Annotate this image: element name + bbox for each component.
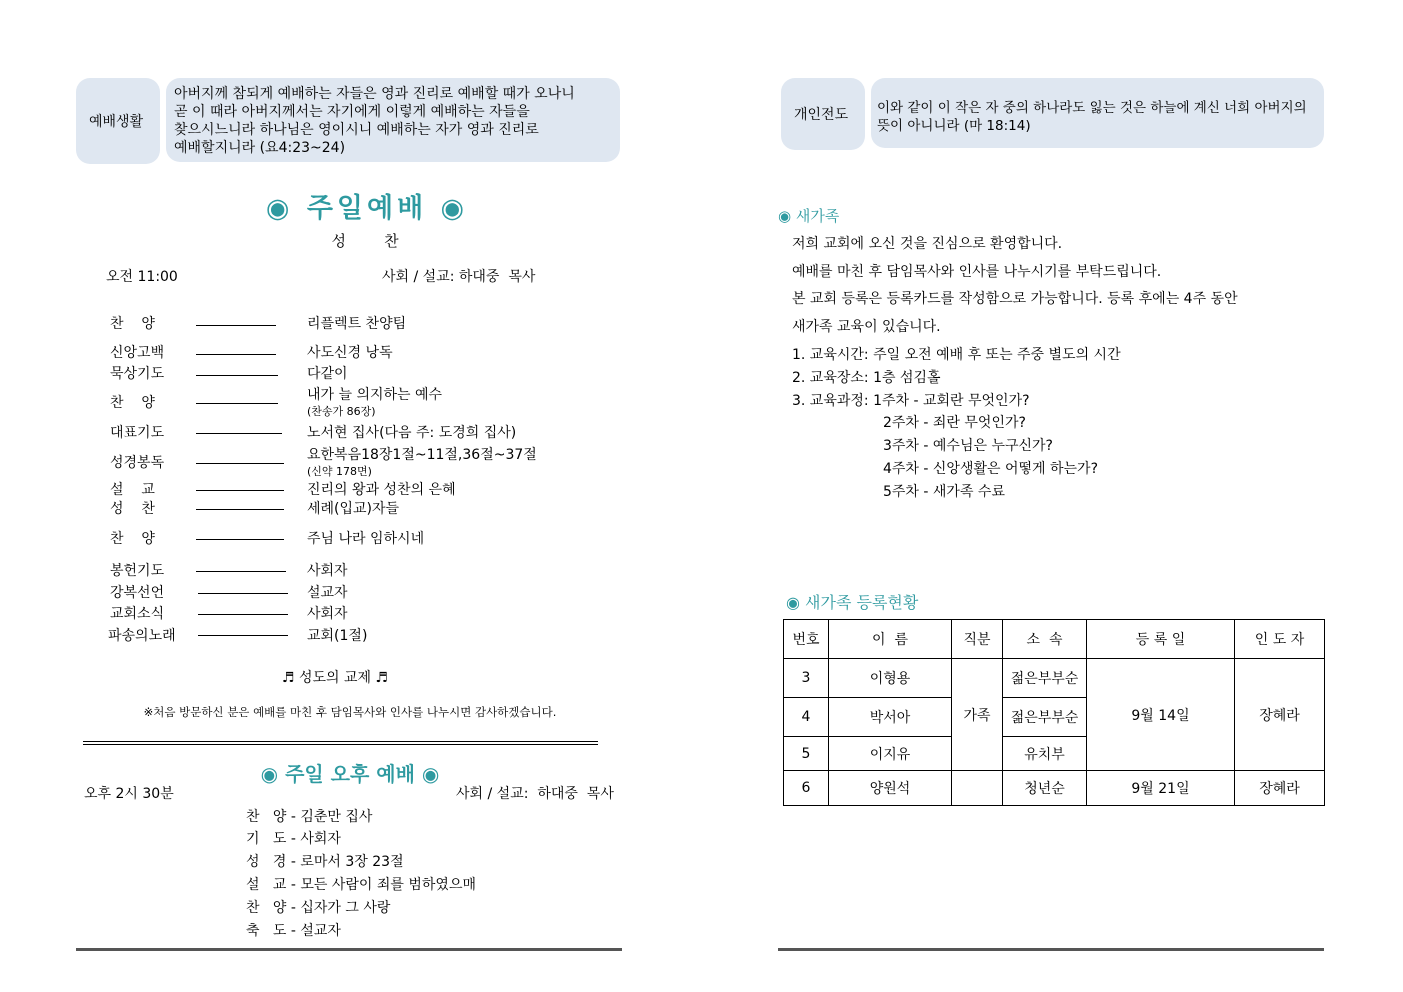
order-item: 강복선언: [110, 585, 165, 601]
order-desc: 교회(1절): [307, 628, 368, 644]
verse-line: 예배할지니라 (요4:23~24): [174, 140, 346, 156]
order-item: 봉헌기도: [110, 563, 165, 579]
order-dash: [196, 433, 282, 434]
order-item: 성 찬: [110, 501, 155, 517]
left-footer-rule: [76, 948, 622, 951]
evangelism-label-box: [781, 78, 865, 150]
order-dash: [196, 325, 276, 326]
afternoon-order-item: 축 도 - 설교자: [246, 923, 341, 939]
order-desc: 주님 나라 임하시네: [307, 531, 425, 547]
sunday-service-leader: 사회 / 설교: 하대중 목사: [382, 269, 536, 285]
order-dash: [198, 635, 288, 636]
order-desc: 진리의 왕과 성찬의 은혜: [307, 482, 456, 498]
verse-line: 곧 이 때라 아버지께서는 자기에게 이렇게 예배하는 자들을: [174, 104, 530, 120]
order-desc: 사회자: [307, 606, 348, 622]
cell-role: 가족: [952, 659, 1003, 771]
header-cell: 직분: [952, 620, 1003, 659]
order-desc: 내가 늘 의지하는 예수: [307, 387, 443, 403]
header-cell: 인 도 자: [1235, 620, 1325, 659]
afternoon-order-item: 기 도 - 사회자: [246, 831, 341, 847]
worship-verse-box: [166, 78, 620, 162]
cell-name: 이형용: [829, 659, 952, 698]
edu-line: 3. 교육과정: 1주차 - 교회란 무엇인가?: [792, 393, 1030, 409]
cell-leader: 장혜라: [1235, 659, 1325, 771]
verse-line: 뜻이 아니니라 (마 18:14): [877, 118, 1031, 134]
order-note: (신약 178면): [307, 465, 372, 478]
cell-no: 4: [784, 698, 829, 737]
welcome-line: 새가족 교육이 있습니다.: [792, 319, 941, 335]
evangelism-verse-box: [871, 78, 1324, 148]
double-rule: [83, 741, 598, 742]
order-dash: [196, 571, 286, 572]
cell-name: 이지유: [829, 737, 952, 771]
order-item: 찬 양: [110, 531, 155, 547]
cell-dept: 젊은부부순: [1003, 659, 1087, 698]
cell-dept: 유치부: [1003, 737, 1087, 771]
order-item: 교회소식: [110, 606, 165, 622]
right-footer-rule: [778, 948, 1324, 951]
registration-title: ◉ 새가족 등록현황: [786, 593, 919, 612]
verse-line: 찾으시느니라 하나님은 영이시니 예배하는 자가 영과 진리로: [174, 122, 539, 138]
order-desc: 사도신경 낭독: [307, 345, 393, 361]
afternoon-service-time: 오후 2시 30분: [84, 786, 174, 802]
edu-line: 5주차 - 새가족 수료: [883, 484, 1005, 500]
order-desc: 사회자: [307, 563, 348, 579]
cell-dept: 젊은부부순: [1003, 698, 1087, 737]
order-desc: 리플렉트 찬양팀: [307, 316, 407, 332]
edu-line: 1. 교육시간: 주일 오전 예배 후 또는 주중 별도의 시간: [792, 347, 1121, 363]
order-desc: 설교자: [307, 585, 348, 601]
sunday-service-time: 오전 11:00: [106, 269, 178, 285]
welcome-line: 예배를 마친 후 담임목사와 인사를 나누시기를 부탁드립니다.: [792, 264, 1162, 280]
cell-no: 3: [784, 659, 829, 698]
table-row: [784, 771, 1325, 806]
order-dash: [196, 490, 284, 491]
order-item: 성경봉독: [110, 455, 165, 471]
afternoon-service-title: ◉ 주일 오후 예배 ◉: [260, 762, 440, 786]
edu-line: 2주차 - 죄란 무엇인가?: [883, 415, 1026, 431]
afternoon-order-item: 성 경 - 로마서 3장 23절: [246, 854, 404, 870]
edu-line: 2. 교육장소: 1층 섬김홀: [792, 370, 941, 386]
worship-verse: [174, 85, 618, 157]
cell-date: 9월 14일: [1087, 659, 1235, 771]
edu-line: 4주차 - 신앙생활은 어떻게 하는가?: [883, 461, 1099, 477]
afternoon-order-item: 찬 양 - 십자가 그 사랑: [246, 900, 391, 916]
order-desc: 요한복음18장1절~11절,36절~37절: [307, 447, 537, 463]
evangelism-label: 개인전도: [794, 107, 849, 123]
verse-line: 이와 같이 이 작은 자 중의 하나라도 잃는 것은 하늘에 계신 너희 아버지의: [877, 100, 1307, 116]
order-item: 대표기도: [110, 425, 165, 441]
order-desc: 세례(입교)자들: [307, 501, 400, 517]
header-cell: 이 름: [829, 620, 952, 659]
afternoon-order-item: 찬 양 - 김춘만 집사: [246, 809, 373, 825]
order-desc: 노서현 집사(다음 주: 도경희 집사): [307, 425, 517, 441]
worship-label: 예배생활: [89, 114, 144, 130]
cell-dept: 청년순: [1003, 771, 1087, 806]
cell-leader: 장혜라: [1235, 771, 1325, 806]
cell-role-empty: [952, 771, 1003, 806]
order-item: 찬 양: [110, 316, 155, 332]
edu-line: 3주차 - 예수님은 누구신가?: [883, 438, 1053, 454]
newcomers-title: ◉ 새가족: [778, 207, 840, 225]
sunday-service-subtitle: 성 찬: [331, 232, 399, 250]
cell-name: 박서아: [829, 698, 952, 737]
order-item: 찬 양: [110, 395, 155, 411]
evangelism-verse: [877, 99, 1322, 135]
order-dash: [198, 614, 288, 615]
order-dash: [196, 463, 284, 464]
sunday-service-title: ◉ 주일예배 ◉: [265, 193, 469, 224]
header-cell: 등 록 일: [1087, 620, 1235, 659]
header-cell: 번호: [784, 620, 829, 659]
order-dash: [196, 375, 278, 376]
order-note: (찬송가 86장): [307, 405, 376, 418]
visitor-notice: ※처음 방문하신 분은 예배를 마친 후 담임목사와 인사를 나누시면 감사하겠습니다.: [143, 705, 557, 719]
table-row: [784, 659, 1325, 698]
welcome-line: 본 교회 등록은 등록카드를 작성함으로 가능합니다. 등록 후에는 4주 동안: [792, 291, 1238, 307]
order-dash: [196, 509, 284, 510]
verse-line: 아버지께 참되게 예배하는 자들은 영과 진리로 예배할 때가 오나니: [174, 86, 575, 102]
order-desc: 다같이: [307, 366, 348, 382]
order-item: 설 교: [110, 482, 155, 498]
afternoon-order-item: 설 교 - 모든 사람이 죄를 범하였으매: [246, 877, 476, 893]
welcome-line: 저희 교회에 오신 것을 진심으로 환영합니다.: [792, 236, 1063, 252]
order-item: 묵상기도: [110, 366, 165, 382]
order-dash: [196, 539, 284, 540]
worship-label-box: [76, 78, 160, 164]
cell-name: 양원석: [829, 771, 952, 806]
fellowship-line: ♬ 성도의 교제 ♬: [281, 670, 389, 686]
order-item: 신앙고백: [110, 345, 165, 361]
afternoon-service-leader: 사회 / 설교: 하대중 목사: [456, 786, 614, 802]
header-cell: 소 속: [1003, 620, 1087, 659]
order-dash: [198, 593, 288, 594]
order-item: 파송의노래: [108, 628, 176, 644]
cell-no: 6: [784, 771, 829, 806]
cell-date: 9월 21일: [1087, 771, 1235, 806]
cell-no: 5: [784, 737, 829, 771]
double-rule: [83, 744, 598, 745]
order-dash: [196, 403, 278, 404]
registration-table: [783, 619, 1325, 806]
order-dash: [196, 354, 276, 355]
